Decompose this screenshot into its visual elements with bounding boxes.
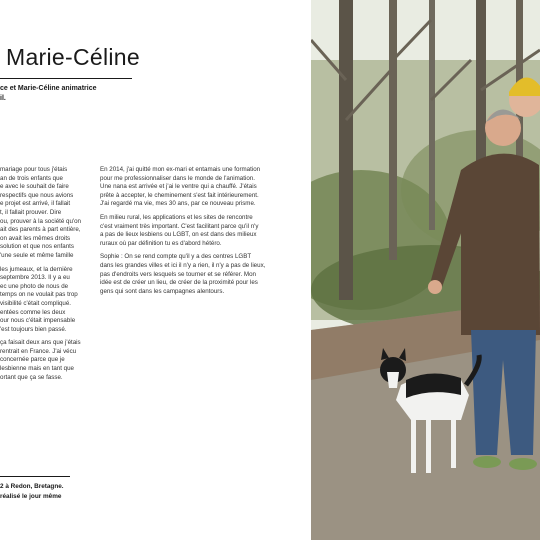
bio-line: 2 à Redon, Bretagne. — [0, 483, 64, 490]
text-line: ec une photo de nous de — [0, 282, 69, 290]
text-line: ça faisait deux ans que j'étais — [0, 339, 81, 347]
bio-line: réalisé le jour même — [0, 492, 62, 500]
text-line: 'est toujours bien passé. — [0, 325, 67, 333]
text-line: idée est de créer un lieu, de créer de la proximité pour les — [100, 279, 258, 287]
text-line: pas d'endroits vers lesquels se tourner et se référer. Mon — [100, 270, 256, 278]
text-line: Sophie : On se rend compte qu'il y a des centres LGBT — [100, 253, 252, 261]
text-line: pour me professionnaliser dans le monde de l'animation. — [100, 174, 255, 182]
paragraph — [100, 253, 272, 296]
photo-tree-trunk — [389, 0, 397, 260]
photo-dog-leg — [411, 418, 416, 473]
paragraph — [100, 214, 272, 248]
text-line: J'ai regardé ma vie, mes 30 ans, par ce nouveau prisme. — [100, 200, 256, 208]
text-line: prête à accepter, le cheminement s'est fait intérieurement. — [100, 191, 259, 199]
bio-divider — [0, 476, 70, 477]
text-line: mariage pour tous j'étais — [0, 166, 68, 173]
photo-brown-jacket — [461, 154, 540, 335]
text-line: e avec le souhait de faire — [0, 183, 69, 191]
text-line: ou, prouver à la société qu'on — [0, 217, 81, 225]
photo-sneaker — [473, 456, 501, 468]
text-line: our nous c'était impensable — [0, 317, 76, 325]
photo-illustration — [311, 0, 540, 540]
photo-tree-trunk — [339, 0, 353, 300]
photo-sneaker — [509, 458, 537, 470]
text-line: ruraux où par définition tu es d'abord hétéro. — [100, 239, 222, 247]
text-line: septembre 2013. Il y a eu — [0, 274, 70, 282]
text-column-left — [0, 166, 90, 387]
text-line: solution et que nos enfants — [0, 243, 74, 251]
text-line: Une nana est arrivée et j'ai le ventre qui a chauffé. J'étais — [100, 183, 257, 191]
title-divider — [0, 78, 132, 79]
portrait-photo — [311, 0, 540, 540]
text-line: concernée parce que je — [0, 356, 65, 364]
text-line: c'est vraiment très important. C'est facilitant parce qu'il n'y — [100, 222, 259, 230]
text-line: a pas de lieux lesbiens ou LGBT, on est dans des milieux — [100, 231, 257, 239]
text-line: En milieu rural, les applications et les sites de rencontre — [100, 213, 253, 221]
paragraph — [100, 166, 272, 209]
text-line: ait des parents à part entière, — [0, 226, 81, 234]
text-column-right — [100, 166, 272, 301]
paragraph — [0, 266, 90, 335]
text-line: ortant que ça se fasse. — [0, 373, 63, 381]
photo-hand — [428, 280, 442, 294]
photo-dog-leg — [426, 418, 431, 473]
text-line: gens qui sont dans les campagnes alentours. — [100, 287, 225, 295]
text-line: En 2014, j'ai quitté mon ex-mari et entamais une formation — [100, 166, 261, 173]
text-line: on avait les mêmes droits — [0, 234, 71, 242]
text-line: entées comme les deux — [0, 308, 66, 316]
text-line: dans les grandes villes et ici il n'y a rien, il n'y a pas de lieux, — [100, 261, 266, 269]
text-line: e projet est arrivé, il fallait — [0, 200, 71, 208]
text-line: visibilité c'était compliqué. — [0, 299, 71, 307]
text-line: lesbienne mais en tant que — [0, 365, 74, 373]
text-line: respectifs que nous avions — [0, 191, 74, 199]
text-line: les jumeaux, et la dernière — [0, 265, 73, 273]
subtitle-line: il. — [0, 95, 6, 102]
text-line: rentrait en France. J'ai vécu — [0, 347, 77, 355]
photo-dog-muzzle — [387, 372, 399, 388]
photo-dog-leg — [451, 418, 456, 468]
text-line: temps on ne voulait pas trop — [0, 291, 78, 299]
text-line: 'une seule et même famille — [0, 251, 74, 259]
text-line: t, il fallait prouver. Dire — [0, 208, 62, 216]
text-line: an de trois enfants que — [0, 174, 63, 182]
page-title: Marie-Céline — [6, 44, 140, 70]
subtitle — [0, 84, 140, 104]
photo-tree-trunk — [429, 0, 435, 230]
paragraph — [0, 166, 90, 261]
subtitle-line: ce et Marie-Céline animatrice — [0, 85, 97, 92]
paragraph — [0, 339, 90, 382]
bio-caption — [0, 482, 64, 501]
